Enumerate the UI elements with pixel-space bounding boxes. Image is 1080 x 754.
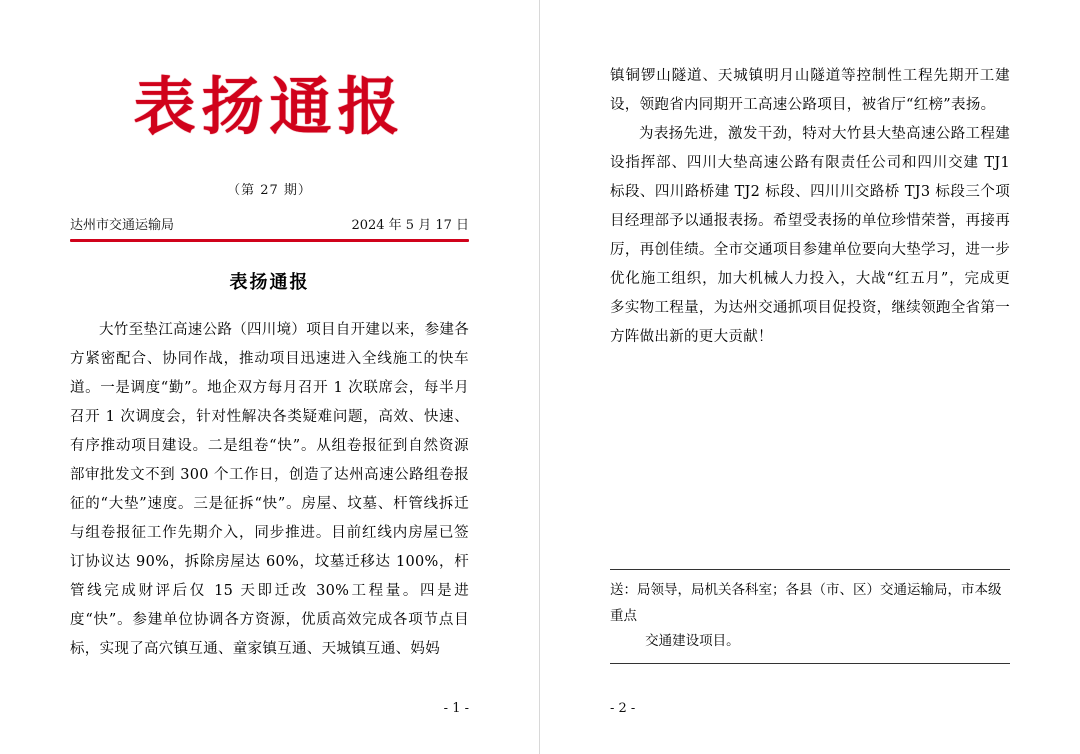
body-text-left <box>70 316 469 664</box>
body-text-right <box>610 62 1010 352</box>
issue-number: （第 27 期） <box>227 183 312 199</box>
distribution-line-1: 送：局领导，局机关各科室；各县（市、区）交通运输局，市本级重点 <box>610 582 1002 624</box>
issuing-organization: 达州市交通运输局 <box>70 218 175 234</box>
distribution-block <box>610 569 1010 664</box>
document-title: 表扬通报 <box>229 272 310 294</box>
document-meta-row <box>70 214 469 233</box>
issue-date: 2024 年 5 月 17 日 <box>351 218 469 234</box>
page-number-left: - 1 - <box>443 701 469 716</box>
distribution-line-2: 交通建设项目。 <box>645 633 740 650</box>
document-page-right <box>540 0 1080 754</box>
paragraph-commendation: 为表扬先进，激发干劲，特对大竹县大垫高速公路工程建设指挥部、四川大垫高速公路有限责任公司和四川交建 TJ1 标段、四川路桥建 TJ2 标段、四川川交路桥 TJ3 标段三个项目经理部予以通报表扬。希望受表扬的单位珍惜荣誉，再接再厉，再创佳绩。全市交通项目参建单位要向大垫学习，进一步优化施工组织，加大机械人力投入，大战“红五月”，完成更多实物工程量，为达州交通抓项目促投资，继续领跑全省第一方阵做出新的更大贡献！ <box>610 126 1010 345</box>
masthead-title: 表扬通报 <box>133 70 406 143</box>
paragraph-main: 大竹至垫江高速公路（四川境）项目自开建以来，参建各方紧密配合、协同作战，推动项目迅速进入全线施工的快车道。一是调度“勤”。地企双方每月召开 1 次联席会，每半月召开 1 次调度会，针对性解决各类疑难问题，高效、快速、有序推动项目建设。二是组卷“快”。从组卷报征到自然资源部审批发文不到 300 个工作日，创造了达州高速公路组卷报征的“大垫”速度。三是征拆“快”。房屋、坟墓、杆管线拆迁与组卷报征工作先期介入，同步推进。目前红线内房屋已签订协议达 90%，拆除房屋达 60%，坟墓迁移达 100%，杆管线完成财评后仅 15 天即迁改 30%工程量。四是进度“快”。参建单位协调各方资源，优质高效完成各项节点目标，实现了高穴镇互通、童家镇互通、天城镇互通、妈妈 <box>70 322 469 658</box>
page-number-right: - 2 - <box>610 701 636 716</box>
paragraph-continued: 镇铜锣山隧道、天城镇明月山隧道等控制性工程先期开工建设，领跑省内同期开工高速公路项目，被省厅“红榜”表扬。 <box>610 68 1010 113</box>
red-divider-rule <box>70 239 469 242</box>
